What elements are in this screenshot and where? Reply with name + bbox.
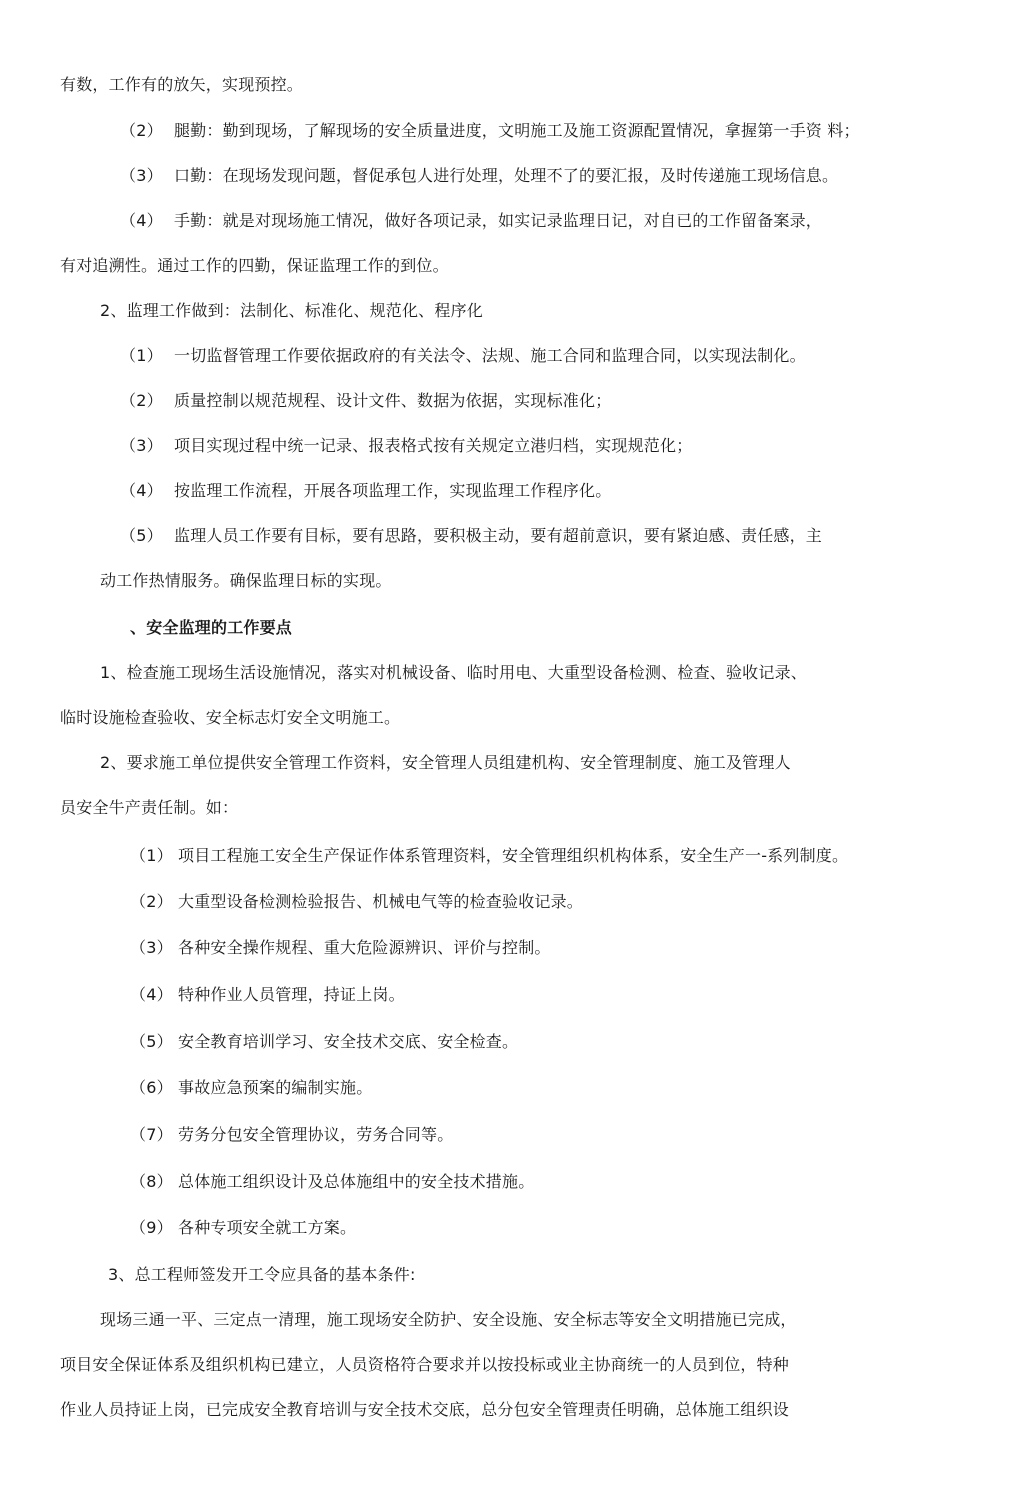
list-item <box>120 481 611 501</box>
paragraph-line: 员安全牛产责任制。如： <box>60 798 239 817</box>
list-number: （3） <box>120 166 163 185</box>
list-item <box>130 1218 356 1238</box>
list-item <box>130 1032 518 1052</box>
list-number: （1） <box>120 346 163 365</box>
list-text: 各种专项安全就工方案。 <box>178 1218 357 1237</box>
list-item <box>130 1078 372 1098</box>
list-item <box>120 166 838 186</box>
list-number: （2） <box>120 391 163 410</box>
list-item <box>130 1172 534 1192</box>
list-number: （3） <box>130 938 173 957</box>
list-item <box>120 391 611 411</box>
list-item <box>120 121 860 141</box>
list-number: （3） <box>120 436 163 455</box>
paragraph-line: 有数，工作有的放矢，实现预控。 <box>60 75 304 94</box>
list-text: 按监理工作流程，开展各项监理工作，实现监理工作程序化。 <box>174 481 612 500</box>
section-line: 2、监理工作做到：法制化、标准化、规范化、程序化 <box>100 301 483 320</box>
list-number: （6） <box>130 1078 173 1097</box>
list-number: （7） <box>130 1125 173 1144</box>
list-text: 安全教育培训学习、安全技术交底、安全检查。 <box>178 1032 519 1051</box>
list-item <box>130 892 583 912</box>
list-text: 特种作业人员管理，持证上岗。 <box>178 985 405 1004</box>
list-item <box>120 346 806 366</box>
section-heading: 、安全监理的工作要点 <box>130 618 293 637</box>
paragraph-line: 有对追溯性。通过工作的四勤，保证监理工作的到位。 <box>60 256 449 275</box>
list-number: （4） <box>130 985 173 1004</box>
list-text: 质量控制以规范规程、设计文件、数据为依据，实现标准化； <box>174 391 612 410</box>
list-number: （2） <box>120 121 163 140</box>
list-text: 各种安全操作规程、重大危险源辨识、评价与控制。 <box>178 938 551 957</box>
list-text: 事故应急预案的编制实施。 <box>178 1078 373 1097</box>
list-number: （9） <box>130 1218 173 1237</box>
list-item <box>120 211 822 231</box>
paragraph-line: 2、要求施工单位提供安全管理工作资料，安全管理人员组建机构、安全管理制度、施工及管理人 <box>100 753 791 772</box>
list-item <box>130 938 551 958</box>
section-line: 3、总工程师签发开工令应具备的基本条件: <box>108 1265 416 1284</box>
list-text: 劳务分包安全管理协议，劳务合同等。 <box>178 1125 454 1144</box>
paragraph-line: 临时设施检查验收、安全标志灯安全文明施工。 <box>60 708 401 727</box>
list-number: （5） <box>120 526 163 545</box>
list-item <box>130 846 848 866</box>
list-number: （1） <box>130 846 173 865</box>
list-text: 监理人员工作要有目标，要有思路，要积极主动，要有超前意识，要有紧迫感、责任感，主 <box>174 526 823 545</box>
list-text: 一切监督管理工作要依据政府的有关法令、法规、施工合同和监理合同，以实现法制化。 <box>174 346 806 365</box>
paragraph-line: 现场三通一平、三定点一清理，施工现场安全防护、安全设施、安全标志等安全文明措施已完成， <box>100 1310 797 1329</box>
list-number: （4） <box>120 211 163 230</box>
list-item <box>130 1125 453 1145</box>
list-text: 手勤：就是对现场施工情况，做好各项记录，如实记录监理日记，对自已的工作留备案录， <box>174 211 823 230</box>
list-text: 项目实现过程中统一记录、报表格式按有关规定立港归档，实现规范化； <box>174 436 693 455</box>
list-text: 腿勤：勤到现场，了解现场的安全质量进度，文明施工及施工资源配置情况，拿握第一手资 料； <box>174 121 860 140</box>
list-text: 总体施工组织设计及总体施组中的安全技术措施。 <box>178 1172 535 1191</box>
list-text: 项目工程施工安全生产保证作体系管理资料，安全管理组织机构体系，安全生产一-系列制度。 <box>178 846 849 865</box>
list-number: （8） <box>130 1172 173 1191</box>
list-number: （5） <box>130 1032 173 1051</box>
list-text: 口勤：在现场发现问题，督促承包人进行处理，处理不了的要汇报，及时传递施工现场信息。 <box>174 166 839 185</box>
paragraph-line: 动工作热情服务。确保监理日标的实现。 <box>100 571 392 590</box>
list-item <box>120 436 692 456</box>
list-number: （4） <box>120 481 163 500</box>
list-text: 大重型设备检测检验报告、机械电气等的检查验收记录。 <box>178 892 584 911</box>
paragraph-line: 作业人员持证上岗，已完成安全教育培训与安全技术交底，总分包安全管理责任明确，总体施工组织设 <box>60 1400 790 1419</box>
paragraph-line: 1、检查施工现场生活设施情况，落实对机械设备、临时用电、大重型设备检测、检查、验收记录、 <box>100 663 807 682</box>
list-number: （2） <box>130 892 173 911</box>
list-item <box>130 985 405 1005</box>
list-item <box>120 526 822 546</box>
paragraph-line: 项目安全保证体系及组织机构已建立，人员资格符合要求并以按投标或业主协商统一的人员到位，特种 <box>60 1355 790 1374</box>
